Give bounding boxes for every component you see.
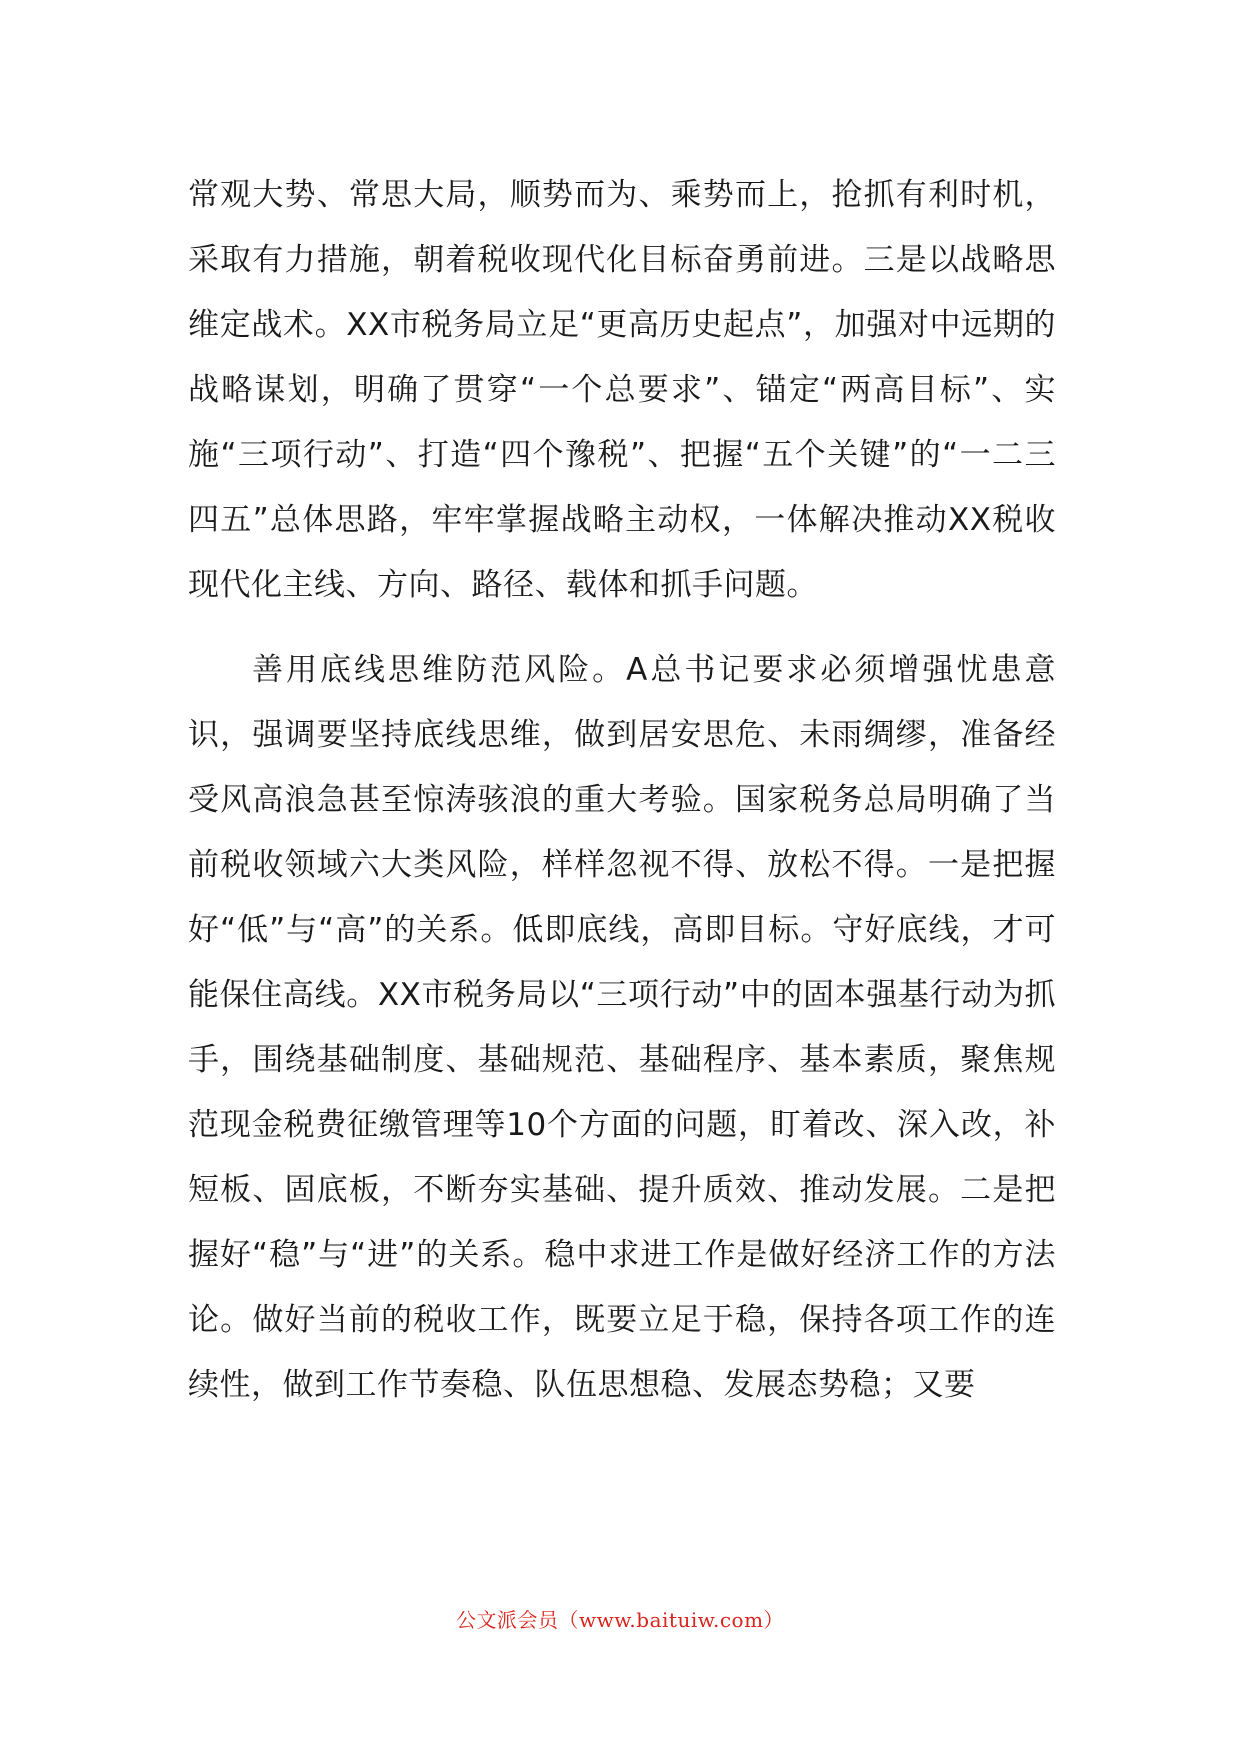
watermark-footer: 公文派会员（www.baituiw.com） [455,1608,785,1632]
paragraph-strategic-thinking: 常观大势、常思大局，顺势而为、乘势而上，抢抓有利时机，采取有力措施，朝着税收现代化目标奋勇前进。三是以战略思维定战术。XX市税务局立足“更高历史起点”，加强对中远期的战略谋划，明确了贯穿“一个总要求”、锚定“两高目标”、实施“三项行动”、打造“四个豫税”、把握“五个关键”的“一二三四五”总体思路，牢牢掌握战略主动权，一体解决推动XX税收现代化主线、方向、路径、载体和抓手问题。 [188,177,1056,603]
document-body [188,163,1056,1418]
paragraph-bottom-line-thinking: 善用底线思维防范风险。A总书记要求必须增强忧患意识，强调要坚持底线思维，做到居安思危、未雨绸缪，准备经受风高浪急甚至惊涛骇浪的重大考验。国家税务总局明确了当前税收领域六大类风险，样样忽视不得、放松不得。一是把握好“低”与“高”的关系。低即底线，高即目标。守好底线，才可能保住高线。XX市税务局以“三项行动”中的固本强基行动为抓手，围绕基础制度、基础规范、基础程序、基本素质，聚焦规范现金税费征缴管理等10个方面的问题，盯着改、深入改，补短板、固底板，不断夯实基础、提升质效、推动发展。二是把握好“稳”与“进”的关系。稳中求进工作是做好经济工作的方法论。做好当前的税收工作，既要立足于稳，保持各项工作的连续性，做到工作节奏稳、队伍思想稳、发展态势稳；又要 [188,652,1056,1403]
